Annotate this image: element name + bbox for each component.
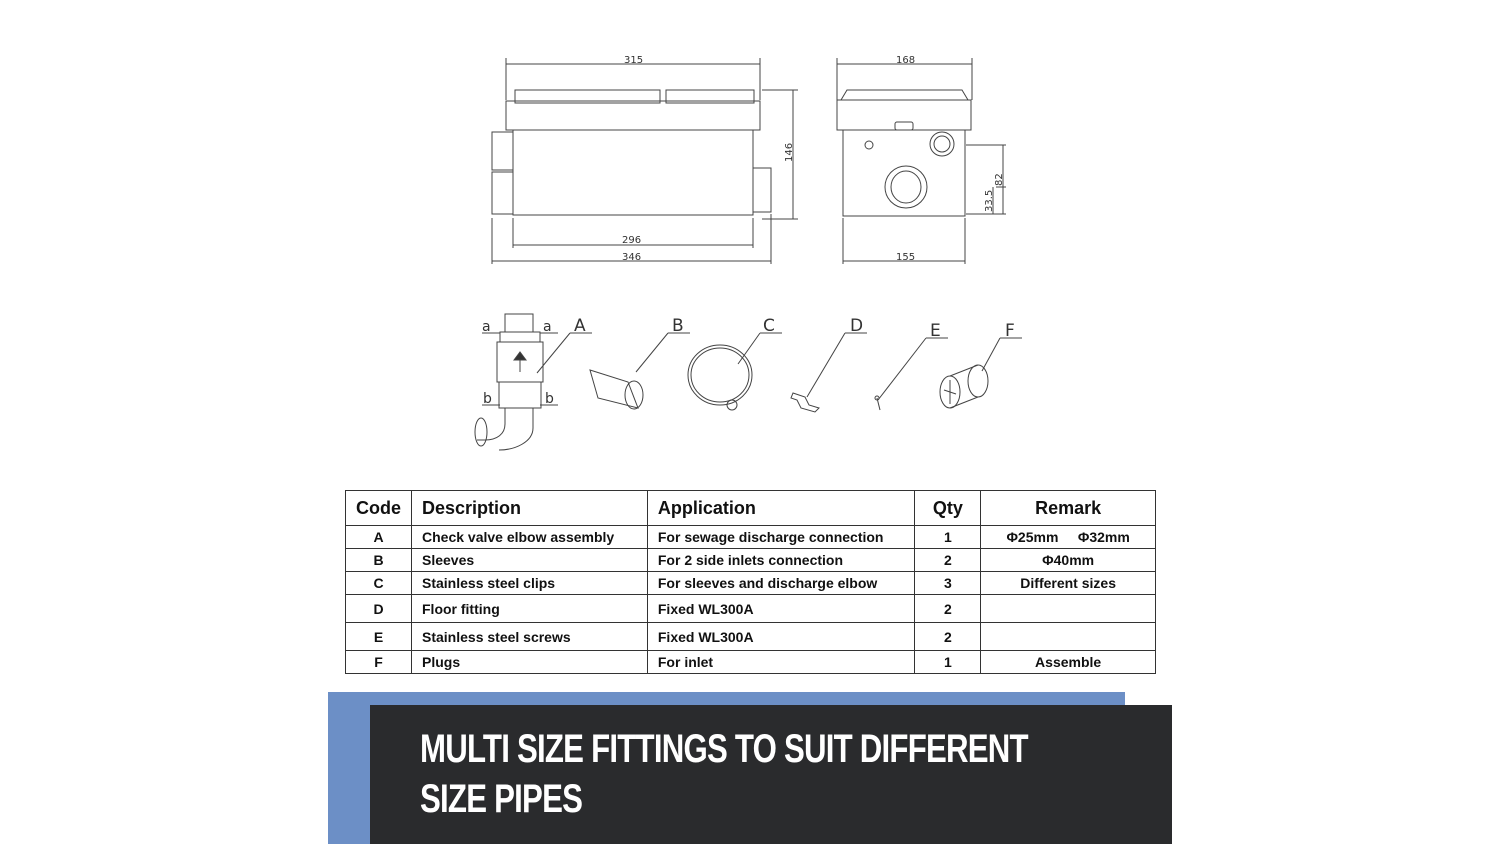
cell-code: B [346,549,412,572]
label-B: B [672,316,684,336]
dim-33-5: 33.5 [984,189,995,212]
cell-application: For inlet [647,651,915,674]
dim-168: 168 [896,55,916,66]
cell-description: Check valve elbow assembly [412,526,648,549]
header-code: Code [346,491,412,526]
dim-155: 155 [896,252,916,263]
header-remark: Remark [981,491,1156,526]
header-qty: Qty [915,491,981,526]
cell-qty: 2 [915,595,981,623]
dim-315: 315 [624,55,644,66]
cell-application: For sleeves and discharge elbow [647,572,915,595]
table-row [346,572,1156,595]
cell-description: Plugs [412,651,648,674]
part-e-screw [875,338,948,410]
banner-heading [420,724,1028,824]
part-b-sleeve [590,333,690,409]
dim-296: 296 [622,235,642,246]
cell-description: Stainless steel screws [412,623,648,651]
part-f-plug [940,338,1022,408]
label-b-left: b [483,391,492,407]
cell-description: Stainless steel clips [412,572,648,595]
cell-remark: Assemble [981,651,1156,674]
table-header-row [346,491,1156,526]
side-view [837,58,1006,264]
cell-code: A [346,526,412,549]
cell-application: For sewage discharge connection [647,526,915,549]
table-row [346,549,1156,572]
cell-qty: 1 [915,651,981,674]
cell-code: F [346,651,412,674]
label-b-right: b [545,391,554,407]
cell-application: For 2 side inlets connection [647,549,915,572]
cell-code: D [346,595,412,623]
dim-346: 346 [622,252,642,263]
label-A: A [574,316,586,336]
cell-code: E [346,623,412,651]
cell-application: Fixed WL300A [647,595,915,623]
cell-qty: 2 [915,549,981,572]
part-c-clip [688,333,782,410]
banner-line-2: SIZE PIPES [420,777,583,821]
label-a-left: a [482,319,491,335]
table-row [346,623,1156,651]
cell-qty: 3 [915,572,981,595]
label-C: C [763,316,775,336]
cell-application: Fixed WL300A [647,623,915,651]
cell-description: Sleeves [412,549,648,572]
cell-remark: Φ40mm [981,549,1156,572]
front-view [492,58,798,264]
cell-code: C [346,572,412,595]
label-a-right: a [543,319,552,335]
cell-qty: 2 [915,623,981,651]
cell-remark: Different sizes [981,572,1156,595]
part-d-floor-fitting [791,333,867,412]
cell-remark [981,623,1156,651]
table-row [346,526,1156,549]
banner-line-1: MULTI SIZE FITTINGS TO SUIT DIFFERENT [420,727,1028,771]
table-row [346,595,1156,623]
cell-remark: Φ25mm Φ32mm [981,526,1156,549]
cell-qty: 1 [915,526,981,549]
header-application: Application [647,491,915,526]
label-F: F [1005,321,1015,341]
label-D: D [850,316,864,336]
table-row [346,651,1156,674]
cell-remark [981,595,1156,623]
cell-description: Floor fitting [412,595,648,623]
dim-146: 146 [784,142,795,162]
header-description: Description [412,491,648,526]
dim-82: 82 [994,173,1005,186]
label-E: E [930,321,941,341]
parts-table [345,490,1156,674]
